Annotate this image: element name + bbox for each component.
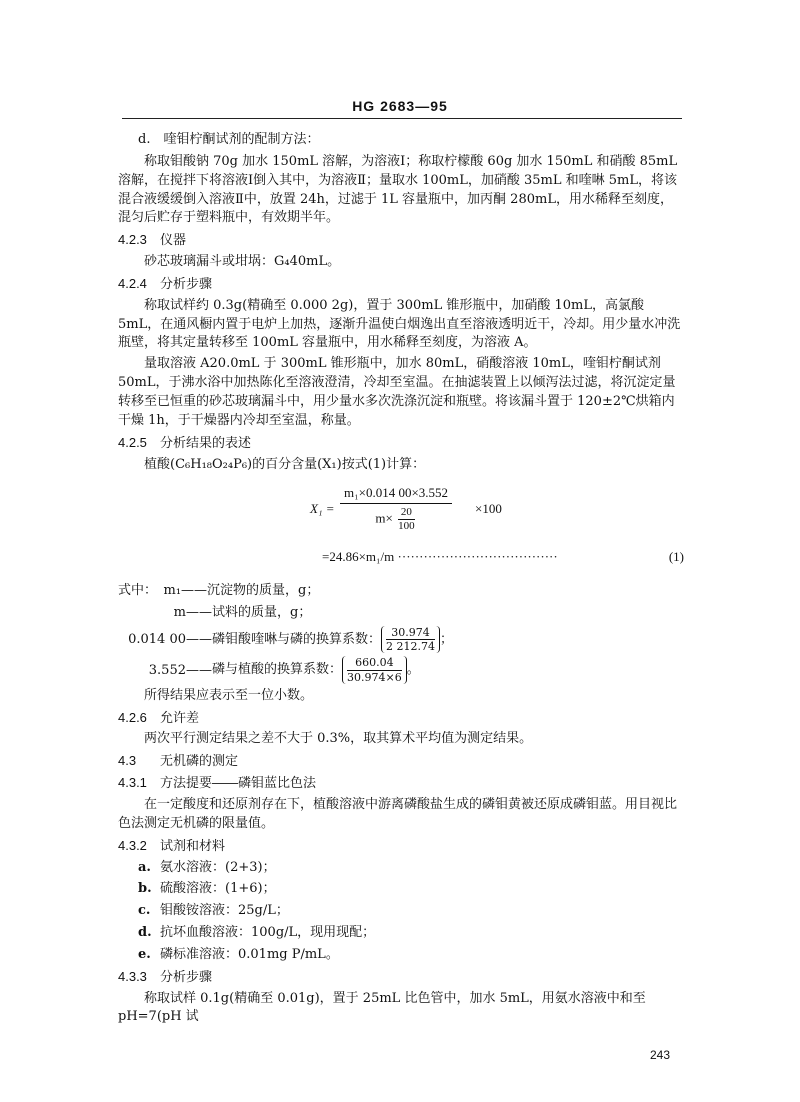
reagent-item: a. 氨水溶液：(2+3)； [138, 859, 276, 875]
reagent-item: e. 磷标准溶液：0.01mg P/mL。 [138, 946, 339, 962]
reagent-item: b. 硫酸溶液：(1+6)； [138, 881, 276, 897]
section-body: 量取溶液 A20.0mL 于 300mL 锥形瓶中，加水 80mL，硝酸溶液 10mL，喹钼柠酮试剂 50mL，于沸水浴中加热陈化至溶液澄清，冷却至室温。在抽滤装置上以倾泻法过滤，将沉淀定量转移至已恒重的砂芯玻璃漏斗中，用少量水多次洗涤沉淀和瓶壁。将该漏斗置于 120±2℃烘箱内干燥 1h，于干燥器内冷却至室温，称量。 [118, 356, 676, 428]
section-heading: 4.2.5 分析结果的表述 [118, 434, 252, 450]
document-header: HG 2683—95 [352, 98, 448, 114]
document-body [118, 128, 684, 1029]
conversion-fraction: $\frac{660.04}{30.974\times 6}$ [342, 656, 407, 683]
section-body: 植酸(C₆H₁₈O₂₄P₆)的百分含量(X₁)按式(1)计算： [144, 456, 426, 472]
definition-row: m——试料的质量，g； [173, 605, 312, 621]
page-number: 243 [650, 1048, 671, 1062]
formula-lhs: X₁ = [310, 501, 335, 517]
section-heading: 4.3 无机磷的测定 [118, 753, 239, 769]
section-body: 在一定酸度和还原剂存在下，植酸溶液中游离磷酸盐生成的磷钼黄被还原成磷钼蓝。用目视比色法测定无机磷的限量值。 [118, 797, 678, 831]
formula-line-2: =24.86×m₁/m ····································· [322, 549, 558, 565]
definition-row: 3.552——磷与植酸的换算系数： $\frac{660.04}{30.974\times 6}$ 。 [148, 656, 420, 684]
section-heading: 4.3.2 试剂和材料 [118, 837, 226, 853]
variable-definitions [118, 582, 684, 683]
section-heading: 4.2.4 分析步骤 [118, 275, 213, 291]
reagent-item: c. 钼酸铵溶液：25g/L； [138, 903, 289, 919]
definition-row: 0.014 00——磷钼酸喹啉与磷的换算系数： $\frac{30.974}{2 212.74}$ ； [128, 626, 454, 654]
section-heading: 4.3.3 分析步骤 [118, 968, 213, 984]
formula-1 [118, 484, 684, 576]
conversion-fraction: $\frac{30.974}{2 212.74}$ [381, 626, 440, 653]
equation-number: (1) [668, 549, 684, 565]
section-heading: 4.2.3 仪器 [118, 232, 187, 248]
section-body: 称取试样 0.1g(精确至 0.01g)，置于 25mL 比色管中，加水 5mL，用氨水溶液中和至 pH=7(pH 试 [118, 990, 646, 1025]
section-body: 称取试样约 0.3g(精确至 0.000 2g)，置于 300mL 锥形瓶中，加硝酸 10mL，高氯酸 5mL，在通风橱内置于电炉上加热，逐渐升温使白烟逸出直至溶液透明近干，冷却。用少量水冲洗瓶壁，将其定量转移至 100mL 容量瓶中，用水稀释至刻度，为溶液 A。 [118, 297, 681, 351]
section-heading: 4.2.6 允许差 [118, 709, 200, 725]
section-body: 两次平行测定结果之差不大于 0.3%，取其算术平均值为测定结果。 [144, 731, 533, 747]
section-body: 砂芯玻璃漏斗或坩埚：G₄40mL。 [144, 254, 341, 270]
reagent-d-body: 称取钼酸钠 70g 加水 150mL 溶解，为溶液Ⅰ；称取柠檬酸 60g 加水 150mL 和硝酸 85mL 溶解，在搅拌下将溶液Ⅰ倒入其中，为溶液Ⅱ；量取水 100mL，加硝酸 35mL 和喹啉 5mL，将该混合液缓缓倒入溶液Ⅱ中，放置 24h，过滤于 1L 容量瓶中，加丙酮 280mL，用水稀释至刻度，混匀后贮存于塑料瓶中，有效期半年。 [118, 153, 678, 226]
formula-numerator: m₁×0.014 00×3.552 [340, 484, 452, 504]
formula-times-100: ×100 [475, 501, 502, 517]
reagent-item: d. 抗坏血酸溶液：100g/L，现用现配； [138, 925, 376, 941]
definition-row: 式中： m₁——沉淀物的质量，g； [118, 583, 320, 599]
formula-fraction [340, 484, 452, 533]
header-rule [122, 118, 682, 119]
section-heading: 4.3.1 方法提要——磷钼蓝比色法 [118, 775, 317, 791]
reagent-d-title: d. 喹钼柠酮试剂的配制方法： [138, 132, 320, 147]
formula-denominator: m× $\frac{20}{100}$ [375, 506, 415, 533]
result-note: 所得结果应表示至一位小数。 [144, 687, 314, 703]
